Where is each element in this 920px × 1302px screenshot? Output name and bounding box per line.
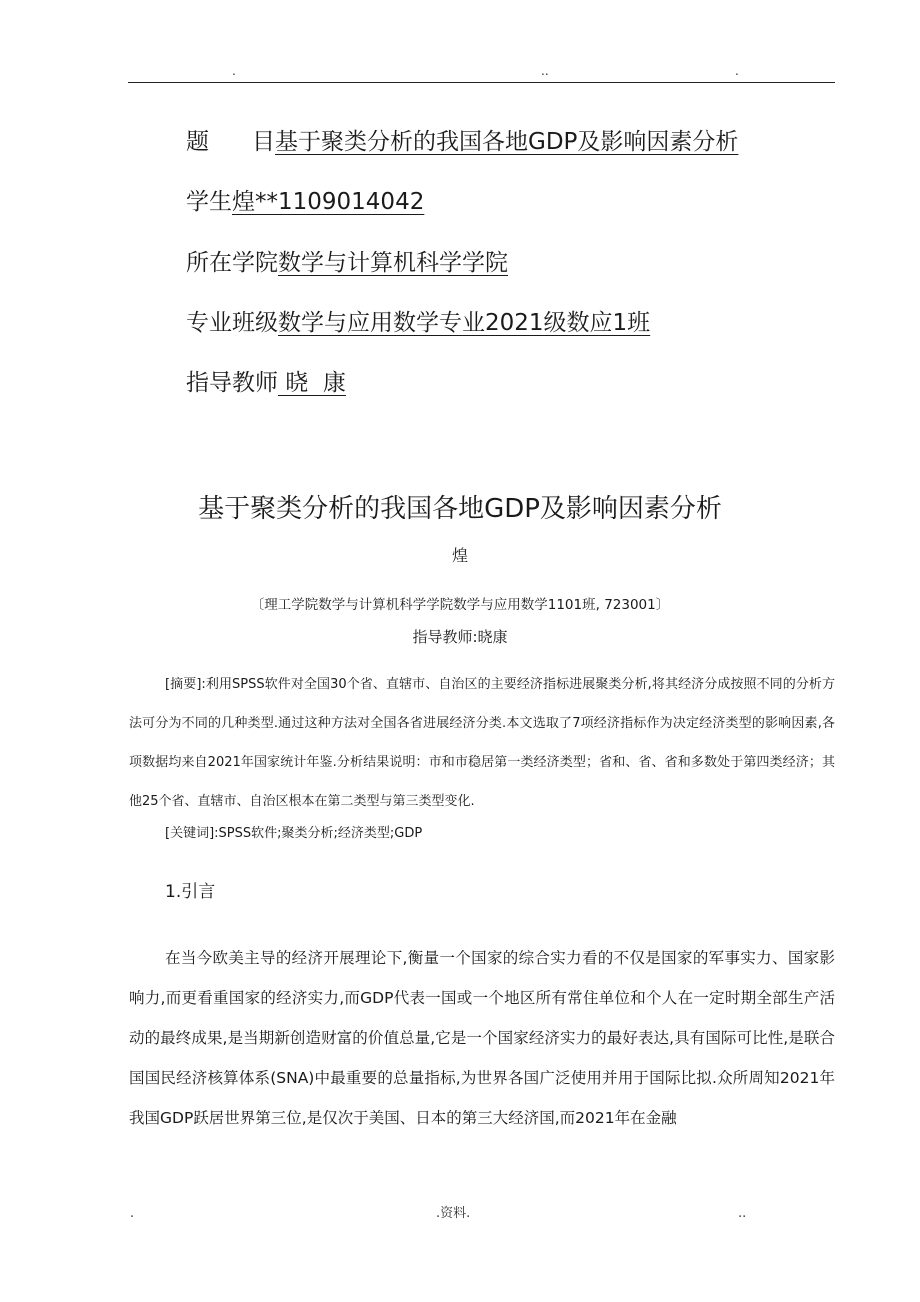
header-mark-center: .. bbox=[541, 64, 549, 78]
cover-advisor-label: 指导教师 bbox=[186, 370, 278, 396]
header-mark-right: . bbox=[735, 64, 739, 78]
cover-advisor-field bbox=[186, 368, 346, 398]
cover-title-label-a: 题 bbox=[186, 129, 209, 155]
section-heading: 1.引言 bbox=[165, 882, 216, 902]
footer-mark-right: .. bbox=[738, 1206, 747, 1221]
cover-college-field bbox=[186, 248, 508, 278]
article-advisor: 指导教师:晓康 bbox=[412, 628, 508, 646]
cover-title-field bbox=[186, 127, 738, 157]
footer-label: .资料. bbox=[436, 1206, 471, 1221]
cover-class-label: 专业班级 bbox=[186, 310, 278, 336]
cover-title-label-b: 目 bbox=[252, 129, 275, 155]
cover-college-label: 所在学院 bbox=[186, 250, 278, 276]
keywords-line: [关键词]:SPSS软件;聚类分析;经济类型;GDP bbox=[165, 826, 423, 841]
cover-class-value: 数学与应用数学专业2021级数应1班 bbox=[278, 310, 651, 336]
cover-college-value: 数学与计算机科学学院 bbox=[278, 250, 508, 276]
cover-student-value: 煌**1109014042 bbox=[232, 189, 425, 215]
cover-title-value: 基于聚类分析的我国各地GDP及影响因素分析 bbox=[275, 129, 739, 155]
cover-class-field bbox=[186, 308, 650, 338]
article-author: 煌 bbox=[451, 546, 468, 565]
header-rule bbox=[128, 82, 835, 83]
footer-mark-left: . bbox=[130, 1206, 135, 1221]
abstract-paragraph: [摘要]:利用SPSS软件对全国30个省、直辖市、自治区的主要经济指标进展聚类分析,将其经济分成按照不同的分析方法可分为不同的几种类型.通过这种方法对全国各省进展经济分类.本文选取了7项经济指标作为决定经济类型的影响因素,各项数据均来自2021年国家统计年鉴.分析结果说明：市和市稳居第一类经济类型；省和、省、省和多数处于第四类经济；其他25个省、直辖市、自治区根本在第二类型与第三类型变化. bbox=[129, 677, 835, 809]
cover-advisor-value: 晓 康 bbox=[278, 370, 346, 396]
header-mark-left: . bbox=[232, 64, 236, 78]
article-title: 基于聚类分析的我国各地GDP及影响因素分析 bbox=[198, 494, 722, 524]
intro-paragraph: 在当今欧美主导的经济开展理论下,衡量一个国家的综合实力看的不仅是国家的军事实力、国家影响力,而更看重国家的经济实力,而GDP代表一国或一个地区所有常住单位和个人在一定时期全部生产活动的最终成果,是当期新创造财富的价值总量,它是一个国家经济实力的最好表达,具有国际可比性,是联合国国民经济核算体系(SNA)中最重要的总量指标,为世界各国广泛使用并用于国际比拟.众所周知2021年我国GDP跃居世界第三位,是仅次于美国、日本的第三大经济国,而2021年在金融 bbox=[129, 949, 835, 1127]
cover-student-label: 学生 bbox=[186, 189, 232, 215]
article-affiliation: 〔理工学院数学与计算机科学学院数学与应用数学1101班, 723001〕 bbox=[250, 597, 670, 613]
cover-student-field bbox=[186, 187, 424, 217]
